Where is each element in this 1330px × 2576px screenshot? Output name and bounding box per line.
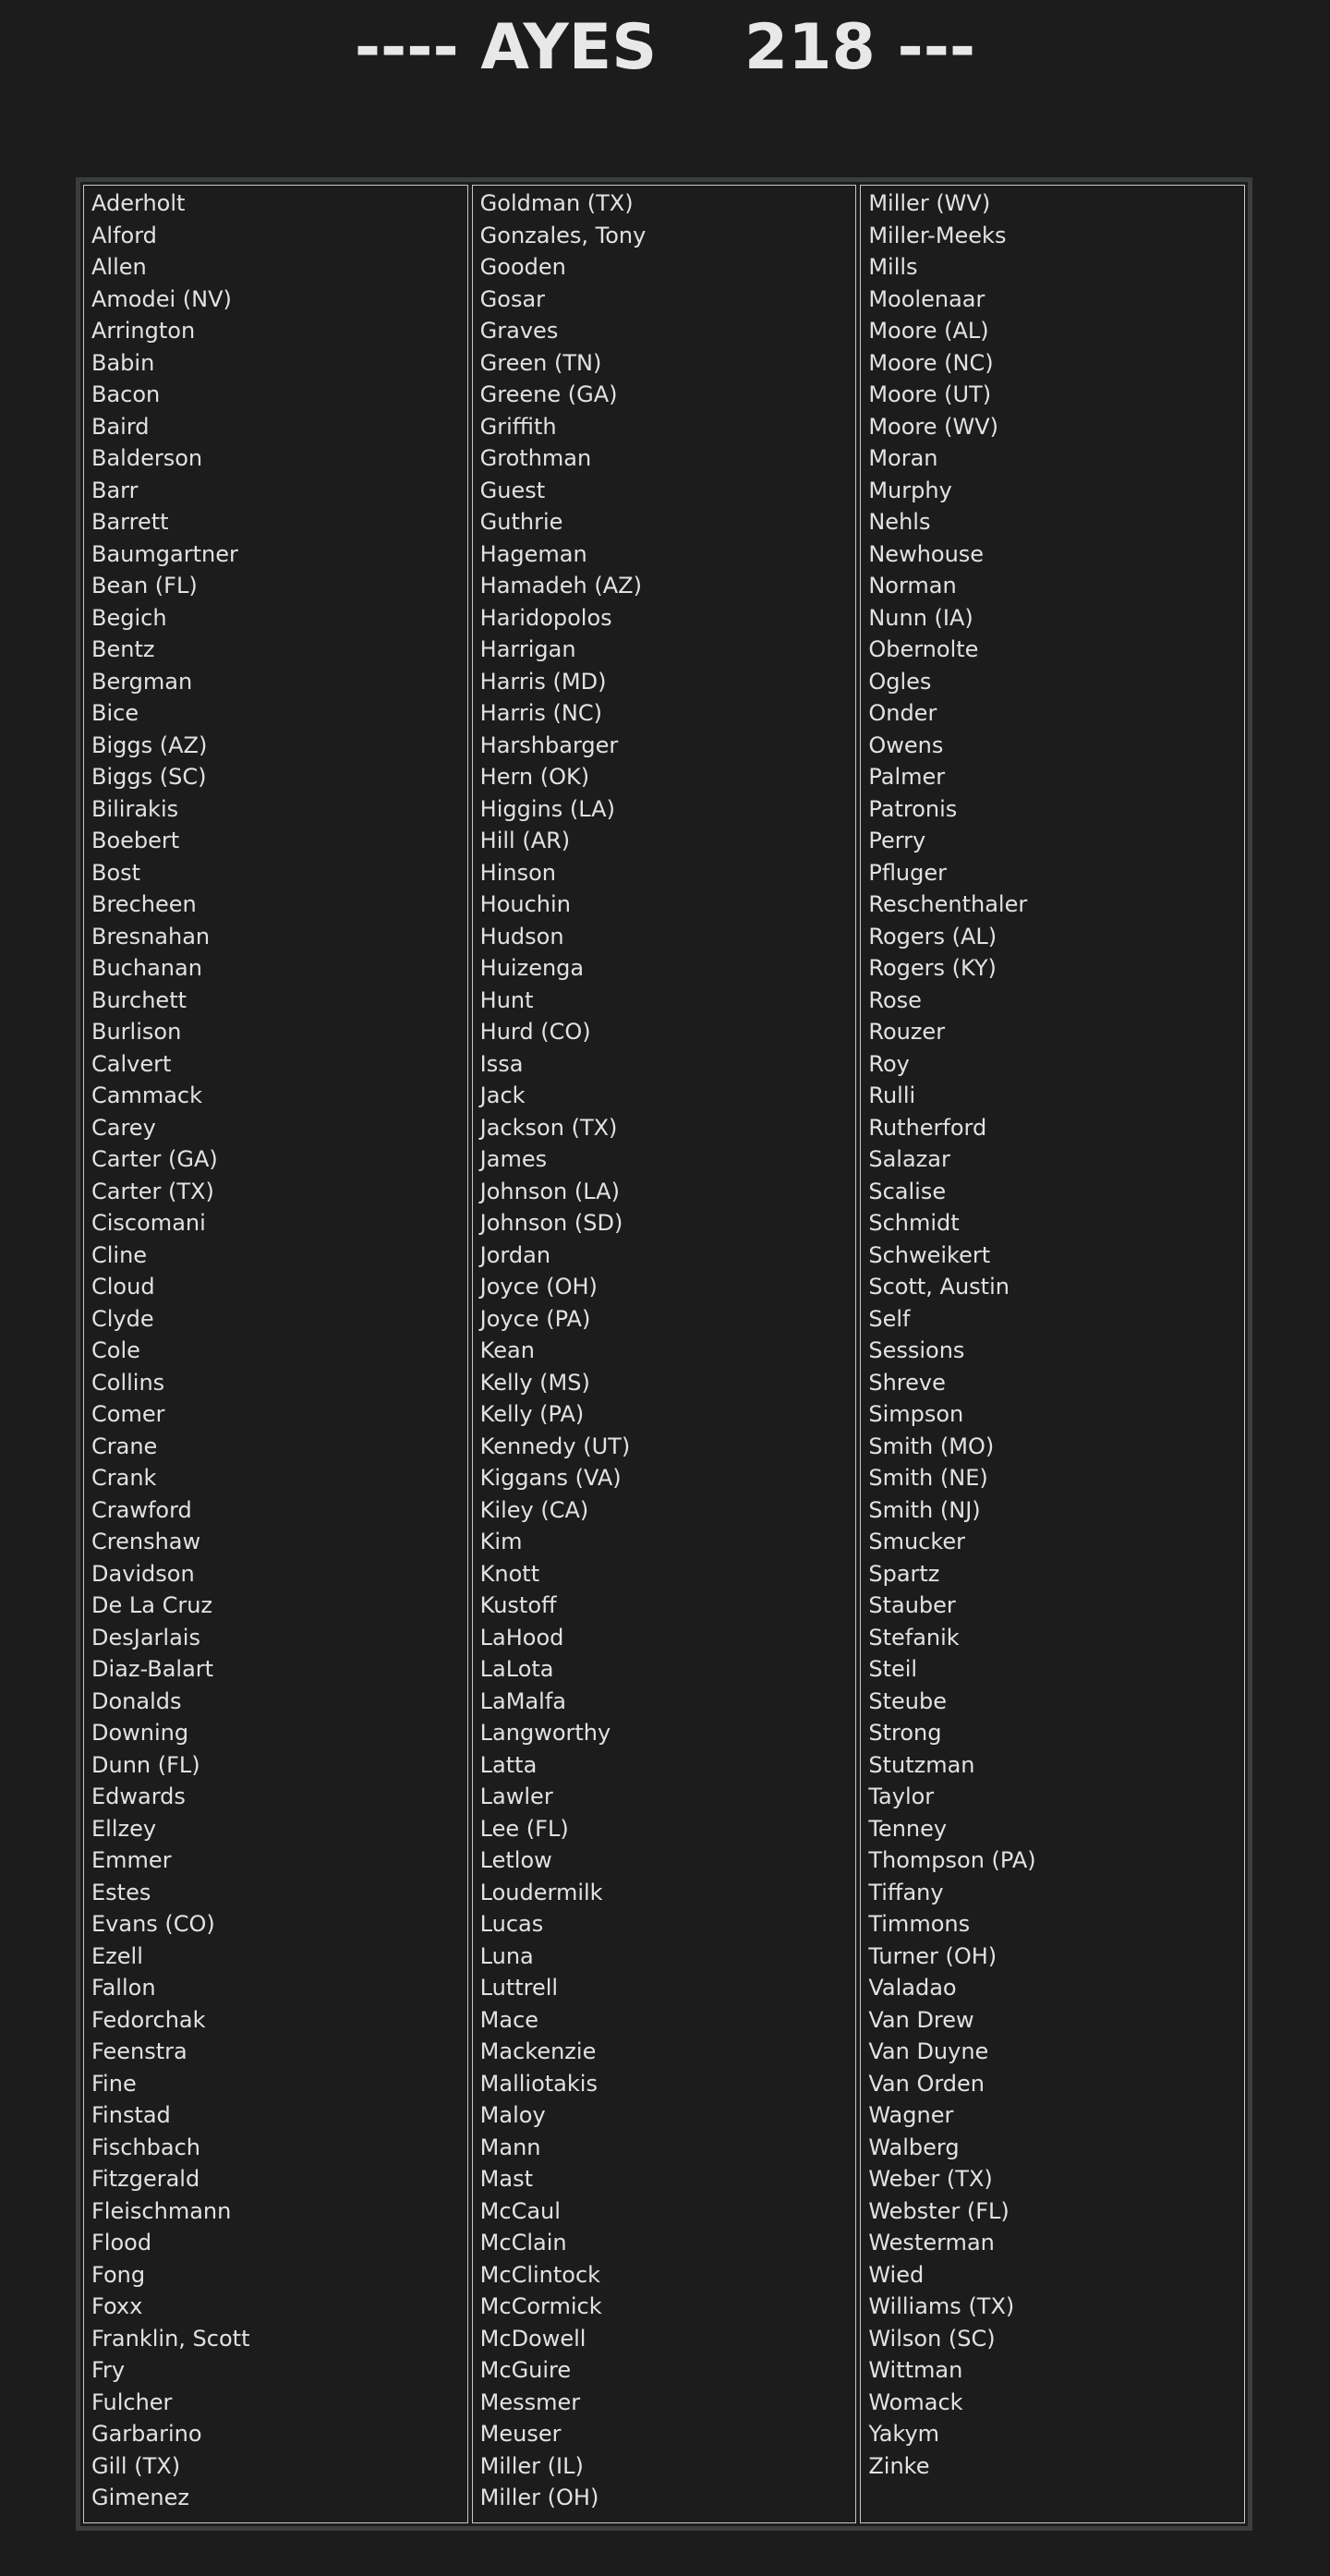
member-name: Self: [868, 1305, 911, 1332]
member-name: Steube: [868, 1687, 947, 1714]
member-name: Burchett: [91, 986, 187, 1013]
member-name: Salazar: [868, 1146, 950, 1172]
member-name: Webster (FL): [868, 2197, 1010, 2224]
member-name: Turner (OH): [868, 1942, 998, 1969]
member-name: Kelly (MS): [479, 1369, 590, 1396]
member-name: Carter (GA): [91, 1146, 218, 1172]
member-name: Begich: [91, 604, 167, 631]
member-name: Fleischmann: [91, 2197, 232, 2224]
member-name: Moore (WV): [868, 413, 999, 440]
member-name: LaLota: [479, 1656, 554, 1682]
member-name: Meuser: [479, 2421, 562, 2447]
member-name: Tenney: [868, 1815, 948, 1842]
member-name: Jordan: [479, 1241, 551, 1268]
member-name: Feenstra: [91, 2038, 187, 2064]
member-name: Moore (AL): [868, 318, 989, 344]
member-name: Haridopolos: [479, 604, 612, 631]
member-name: Bentz: [91, 636, 155, 662]
member-name: Walberg: [868, 2134, 960, 2160]
member-name: Luttrell: [479, 1975, 559, 2001]
member-name: Smith (NE): [868, 1465, 988, 1491]
member-name: Finstad: [91, 2102, 171, 2128]
member-name: Aderholt: [91, 190, 186, 216]
member-name: Malliotakis: [479, 2070, 598, 2097]
member-name: Cloud: [91, 1274, 155, 1300]
member-name: Schweikert: [868, 1241, 991, 1268]
member-name: Miller-Meeks: [868, 222, 1007, 248]
member-name: McCaul: [479, 2197, 561, 2224]
member-name: Jack: [479, 1082, 526, 1108]
member-name: Davidson: [91, 1560, 195, 1587]
member-name: Sessions: [868, 1337, 965, 1363]
member-name: Rose: [868, 986, 922, 1013]
member-name: Hern (OK): [479, 764, 590, 790]
member-name: Lee (FL): [479, 1815, 569, 1842]
member-name: Allen: [91, 254, 147, 280]
member-name: Joyce (OH): [479, 1274, 598, 1300]
member-name: Kelly (PA): [479, 1401, 585, 1427]
member-name: Wied: [868, 2261, 925, 2288]
member-name: Kustoff: [479, 1592, 557, 1618]
member-name: Buchanan: [91, 955, 202, 981]
member-name: Johnson (LA): [479, 1178, 620, 1204]
member-name: Owens: [868, 732, 944, 758]
member-name: Lucas: [479, 1911, 544, 1937]
member-name: Scalise: [868, 1178, 947, 1204]
member-name: Strong: [868, 1720, 942, 1746]
member-name: Houchin: [479, 891, 571, 917]
member-name: Harris (NC): [479, 700, 602, 726]
member-name: Shreve: [868, 1369, 946, 1396]
member-name: Letlow: [479, 1847, 552, 1873]
member-name: Gooden: [479, 254, 566, 280]
member-name: Onder: [868, 700, 937, 726]
member-name: Hamadeh (AZ): [479, 573, 642, 599]
member-name: Higgins (LA): [479, 795, 615, 822]
member-name: Kean: [479, 1337, 535, 1363]
member-name: Gosar: [479, 285, 546, 312]
member-name: Rutherford: [868, 1114, 987, 1141]
member-name: Van Drew: [868, 2006, 974, 2033]
member-name: Calvert: [91, 1050, 172, 1077]
member-name: Mann: [479, 2134, 541, 2160]
member-name: Zinke: [868, 2452, 930, 2479]
member-name: Baird: [91, 413, 150, 440]
names-column-3: [860, 185, 1245, 2523]
member-name: Issa: [479, 1050, 524, 1077]
member-name: Smucker: [868, 1529, 966, 1554]
member-name: Boebert: [91, 828, 180, 853]
member-name: Womack: [868, 2389, 963, 2415]
member-name: Langworthy: [479, 1720, 611, 1746]
member-name: Kennedy (UT): [479, 1433, 631, 1459]
member-name: Crank: [91, 1465, 157, 1491]
member-name: Joyce (PA): [479, 1305, 591, 1332]
member-name: Nunn (IA): [868, 604, 973, 631]
member-name: Collins: [91, 1369, 165, 1396]
member-name: Balderson: [91, 445, 203, 471]
member-name: Fedorchak: [91, 2006, 206, 2033]
member-name: Rulli: [868, 1082, 916, 1108]
member-name: Gonzales, Tony: [479, 222, 647, 248]
member-name: Wilson (SC): [868, 2325, 996, 2352]
member-name: Steil: [868, 1656, 918, 1682]
member-name: Fong: [91, 2261, 146, 2288]
member-name: Gimenez: [91, 2485, 189, 2510]
member-name: Barr: [91, 477, 139, 503]
member-name: Kiggans (VA): [479, 1465, 622, 1491]
member-name: Timmons: [868, 1911, 971, 1937]
member-name: Lawler: [479, 1784, 553, 1809]
member-name: Flood: [91, 2230, 152, 2256]
member-name: Hurd (CO): [479, 1019, 591, 1045]
member-name: Cline: [91, 1241, 148, 1268]
member-name: Williams (TX): [868, 2293, 1015, 2319]
member-name: Ogles: [868, 668, 932, 695]
member-name: Murphy: [868, 477, 952, 503]
member-name: Nehls: [868, 509, 931, 535]
member-name: Donalds: [91, 1687, 182, 1714]
member-name: Obernolte: [868, 636, 979, 662]
member-name: Hudson: [479, 923, 564, 949]
member-name: Crane: [91, 1433, 158, 1459]
member-name: Bergman: [91, 668, 193, 695]
member-name: Hageman: [479, 540, 587, 567]
member-name: Smith (MO): [868, 1433, 995, 1459]
member-name: Guest: [479, 477, 546, 503]
member-name: Luna: [479, 1942, 534, 1969]
member-name: McDowell: [479, 2325, 586, 2352]
member-name: Gill (TX): [91, 2452, 181, 2479]
member-name: Moore (NC): [868, 349, 994, 376]
member-name: Bean (FL): [91, 573, 198, 599]
member-name: Garbarino: [91, 2421, 202, 2447]
member-name: Spartz: [868, 1560, 940, 1587]
member-name: Biggs (AZ): [91, 732, 208, 758]
member-name: Schmidt: [868, 1210, 960, 1236]
member-name: Smith (NJ): [868, 1496, 981, 1523]
member-name: Cammack: [91, 1082, 203, 1108]
member-name: Fallon: [91, 1975, 156, 2001]
member-name: Foxx: [91, 2293, 143, 2319]
member-name: Estes: [91, 1879, 151, 1905]
member-name: Simpson: [868, 1401, 964, 1427]
member-name: Rouzer: [868, 1019, 946, 1045]
member-name: Stefanik: [868, 1624, 960, 1651]
member-name: Mast: [479, 2166, 533, 2192]
member-name: Perry: [868, 828, 926, 853]
member-name: Fulcher: [91, 2389, 173, 2415]
member-name: Goldman (TX): [479, 190, 634, 216]
member-name: Miller (WV): [868, 190, 991, 216]
member-name: Johnson (SD): [479, 1210, 623, 1236]
member-name: Crenshaw: [91, 1529, 201, 1554]
page-title: ---- AYES 218 ---: [354, 11, 976, 84]
member-name: Ciscomani: [91, 1210, 206, 1236]
member-name: Cole: [91, 1337, 140, 1363]
member-name: Hinson: [479, 859, 556, 886]
member-name: Knott: [479, 1560, 540, 1587]
member-name: Graves: [479, 318, 559, 344]
member-name: James: [479, 1146, 548, 1172]
member-name: Green (TN): [479, 349, 602, 376]
member-name: Kim: [479, 1529, 523, 1554]
member-name: Taylor: [868, 1784, 935, 1809]
member-name: Greene (GA): [479, 381, 618, 407]
member-name: Comer: [91, 1401, 165, 1427]
member-name: Latta: [479, 1751, 538, 1778]
member-name: Palmer: [868, 764, 946, 790]
member-name: Diaz-Balart: [91, 1656, 214, 1682]
member-name: Tiffany: [868, 1879, 944, 1905]
member-name: Bacon: [91, 381, 161, 407]
member-name: Arrington: [91, 318, 196, 344]
ayes-table: [76, 177, 1252, 2531]
member-name: Biggs (SC): [91, 764, 207, 790]
member-name: Roy: [868, 1050, 910, 1077]
member-name: Fischbach: [91, 2134, 200, 2160]
member-name: Bost: [91, 859, 141, 886]
member-name: Fry: [91, 2357, 126, 2383]
member-name: Norman: [868, 573, 957, 599]
member-name: Van Duyne: [868, 2038, 989, 2064]
member-name: Dunn (FL): [91, 1751, 200, 1778]
member-name: Ezell: [91, 1942, 143, 1969]
member-name: Carey: [91, 1114, 156, 1141]
member-name: Loudermilk: [479, 1879, 603, 1905]
member-name: McGuire: [479, 2357, 572, 2383]
member-name: Westerman: [868, 2230, 995, 2256]
member-name: McClain: [479, 2230, 567, 2256]
member-name: Mackenzie: [479, 2038, 597, 2064]
member-name: Bice: [91, 700, 139, 726]
member-name: Harrigan: [479, 636, 576, 662]
member-name: Bresnahan: [91, 923, 211, 949]
member-name: Valadao: [868, 1975, 957, 2001]
member-name: Edwards: [91, 1784, 186, 1809]
names-column-1: [83, 185, 468, 2523]
member-name: Van Orden: [868, 2070, 985, 2097]
member-name: Patronis: [868, 795, 958, 822]
member-name: Barrett: [91, 509, 169, 535]
member-name: Downing: [91, 1720, 189, 1746]
member-name: Guthrie: [479, 509, 563, 535]
member-name: Newhouse: [868, 540, 985, 567]
member-name: LaMalfa: [479, 1687, 566, 1714]
member-name: Moolenaar: [868, 285, 985, 312]
member-name: Miller (IL): [479, 2452, 584, 2479]
member-name: Harshbarger: [479, 732, 619, 758]
member-name: Reschenthaler: [868, 891, 1028, 917]
member-name: LaHood: [479, 1624, 564, 1651]
member-name: Bilirakis: [91, 795, 179, 822]
member-name: Amodei (NV): [91, 285, 232, 312]
member-name: Mills: [868, 254, 918, 280]
member-name: Stutzman: [868, 1751, 975, 1778]
member-name: Emmer: [91, 1847, 172, 1873]
member-name: Scott, Austin: [868, 1274, 1010, 1300]
member-name: Fine: [91, 2070, 137, 2097]
member-name: Miller (OH): [479, 2485, 599, 2510]
member-name: Mace: [479, 2006, 539, 2033]
member-name: Rogers (AL): [868, 923, 998, 949]
member-name: Evans (CO): [91, 1911, 215, 1937]
member-name: Carter (TX): [91, 1178, 214, 1204]
member-name: Brecheen: [91, 891, 197, 917]
names-column-2: [472, 185, 857, 2523]
member-name: Burlison: [91, 1019, 182, 1045]
member-name: Yakym: [868, 2421, 940, 2447]
member-name: Baumgartner: [91, 540, 238, 567]
member-name: De La Cruz: [91, 1592, 213, 1618]
member-name: McCormick: [479, 2293, 602, 2319]
member-name: Alford: [91, 222, 157, 248]
member-name: Moran: [868, 445, 938, 471]
member-name: Wagner: [868, 2102, 954, 2128]
member-name: Clyde: [91, 1305, 154, 1332]
member-name: Crawford: [91, 1496, 192, 1523]
member-name: DesJarlais: [91, 1624, 200, 1651]
member-name: Jackson (TX): [479, 1114, 618, 1141]
ayes-table-body: [83, 185, 1245, 2523]
member-name: McClintock: [479, 2261, 601, 2288]
member-name: Moore (UT): [868, 381, 992, 407]
member-name: Franklin, Scott: [91, 2325, 250, 2352]
member-name: Harris (MD): [479, 668, 607, 695]
member-name: Grothman: [479, 445, 592, 471]
member-name: Wittman: [868, 2357, 963, 2383]
member-name: Hunt: [479, 986, 534, 1013]
member-name: Ellzey: [91, 1815, 157, 1842]
member-name: Maloy: [479, 2102, 546, 2128]
member-name: Hill (AR): [479, 828, 571, 853]
member-name: Stauber: [868, 1592, 956, 1618]
member-name: Messmer: [479, 2389, 581, 2415]
member-name: Kiley (CA): [479, 1496, 589, 1523]
member-name: Huizenga: [479, 955, 585, 981]
member-name: Griffith: [479, 413, 557, 440]
member-name: Thompson (PA): [868, 1847, 1036, 1873]
member-name: Rogers (KY): [868, 955, 997, 981]
member-name: Pfluger: [868, 859, 948, 886]
member-name: Fitzgerald: [91, 2166, 200, 2192]
member-name: Babin: [91, 349, 155, 376]
member-name: Weber (TX): [868, 2166, 993, 2192]
